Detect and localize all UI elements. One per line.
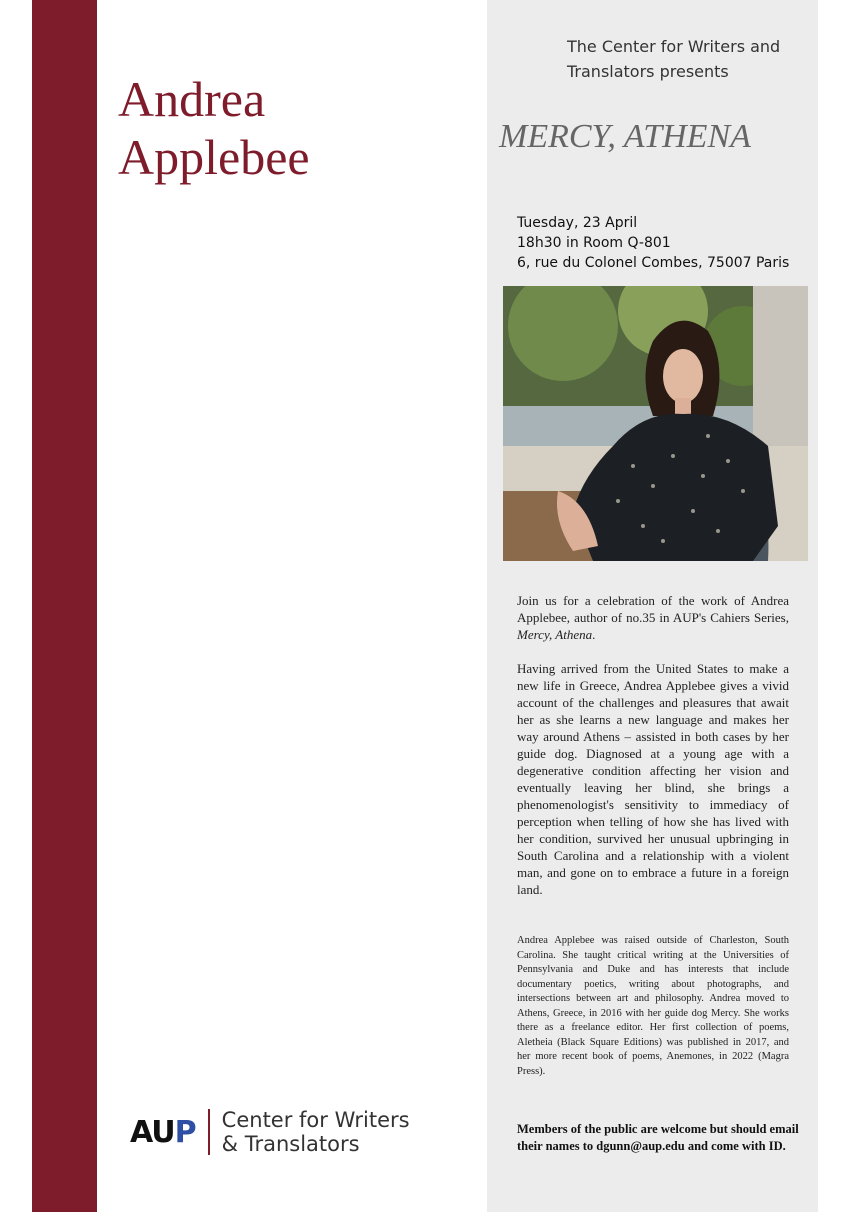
- presents-text: The Center for Writers and Translators presents: [567, 37, 781, 81]
- event-panel: [487, 0, 818, 1212]
- author-name: [118, 70, 310, 186]
- event-time-room: 18h30 in Room Q-801: [517, 235, 671, 251]
- event-details: [517, 213, 789, 273]
- aup-logo: [130, 1108, 410, 1156]
- book-title-inline: Mercy, Athena: [517, 627, 593, 642]
- logo-text: [222, 1108, 410, 1156]
- intro-paragraph: Join us for a celebration of the work of Andrea Applebee, author of no.35 in AUP's Cahiers Series, Mercy, Athena.: [517, 593, 789, 642]
- author-first-name: Andrea: [118, 71, 266, 127]
- attendance-notice: Members of the public are welcome but should email their names to dgunn@aup.edu and come with ID.: [517, 1122, 799, 1153]
- accent-stripe: [32, 0, 97, 1212]
- event-date: Tuesday, 23 April: [517, 215, 638, 231]
- description-paragraph: Having arrived from the United States to make a new life in Greece, Andrea Applebee gives a vivid account of the challenges and pleasures that await her as she learns a new language and makes her way around Athens – assisted in both cases by her guide dog. Diagnosed at a young age with a degenerative condition affecting her vision and eventually leaving her blind, she brings a phenomenologist's sensitivity to immediacy of perception when telling of how she has lived with her condition, survived her unusual upbringing in South Carolina and a relationship with a violent man, and gone on to embrace a future in a foreign land.: [517, 661, 789, 897]
- event-address: 6, rue du Colonel Combes, 75007 Paris: [517, 255, 790, 271]
- logo-divider: [208, 1109, 210, 1155]
- logo-line-1: Center for Writers: [221, 1108, 410, 1132]
- author-photo: [503, 286, 808, 561]
- book-title: MERCY, ATHENA: [499, 118, 751, 155]
- author-last-name: Applebee: [118, 129, 310, 185]
- biography-paragraph: Andrea Applebee was raised outside of Charleston, South Carolina. She taught critical writing at the Universities of Pennsylvania and Duke and has interests that include documentary poetics, writing about photographs, and intersections between art and philosophy. Andrea moved to Athens, Greece, in 2016 with her guide dog Mercy. She works there as a freelance editor. Her first collection of poems, Aletheia (Black Square Editions) was published in 2017, and her more recent book of poems, Anemones, in 2022 (Magra Press).: [517, 935, 789, 1077]
- aup-logo-mark: AUP: [130, 1114, 196, 1150]
- logo-line-2: & Translators: [221, 1132, 360, 1156]
